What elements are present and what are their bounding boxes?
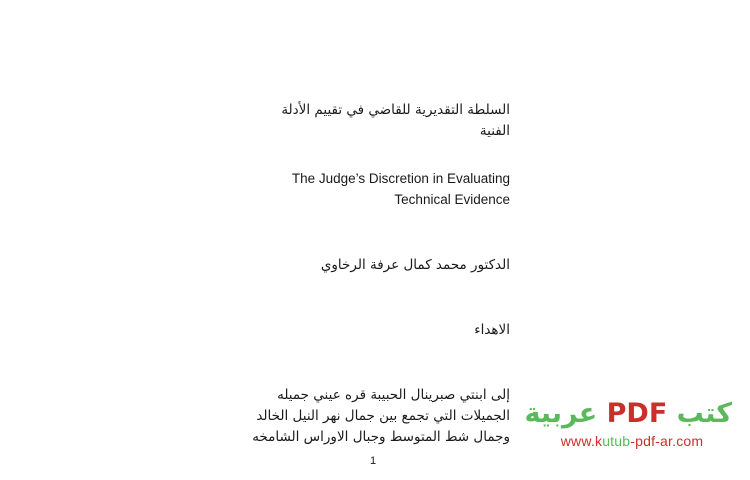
dedication-body [0,385,510,448]
watermark-kutub-text: كتب [667,398,732,429]
page-number-value: 1 [369,455,377,467]
dedication-line-2: الجميلات التي تجمع بين جمال نهر النيل الخالد [256,408,510,424]
dedication-heading [0,320,510,341]
watermark-url-highlight: utub [602,433,631,449]
title-english-line-1: The Judge’s Discretion in Evaluating [291,171,510,186]
title-english-line-2: Technical Evidence [394,192,510,207]
watermark-pdf-text: PDF [606,398,668,429]
site-watermark [524,398,732,449]
document-author [0,255,510,276]
document-title-english [0,168,510,210]
dedication-line-1: إلى ابنتي صبرينال الحبيبة قره عيني جميله [277,387,510,403]
dedication-heading-text: الاهداء [474,322,510,338]
watermark-title [524,398,732,429]
author-name: الدكتور محمد كمال عرفة الرخاوي [320,257,510,273]
title-arabic-line-1: السلطة التقديرية للقاضي في تقييم الأدلة [281,102,510,118]
watermark-url-suffix: -pdf-ar.com [630,433,704,449]
dedication-line-3: وجمال شط المتوسط وجبال الاوراس الشامخه [252,429,510,445]
page-number [0,455,750,467]
watermark-url [532,434,732,448]
watermark-url-prefix: www.k [560,433,603,449]
title-arabic-line-2: الفنية [479,123,510,139]
watermark-arabia-text: عربية [524,398,607,429]
document-title-arabic [0,100,510,142]
